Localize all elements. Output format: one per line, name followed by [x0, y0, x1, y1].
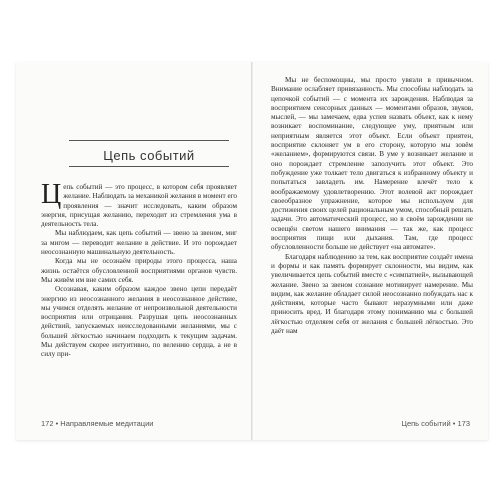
- right-page: [252, 62, 488, 440]
- left-page: [16, 62, 252, 440]
- right-page-footer: Цепь событий • 173: [401, 419, 470, 428]
- left-text-column: [41, 179, 237, 360]
- paragraph: Когда мы не осознаём природы этого процесса, наша жизнь остаётся обусловленной восприятиями органов чувств. Мы живём им вне самих себя.: [41, 257, 237, 284]
- title-rule-top: [69, 140, 229, 141]
- paragraph: Благодаря наблюдению за тем, как восприятие создаёт имена и формы и как память формирует склонности, мы видим, как увеличивается цепь событий вместе с «симпатией», вызывающей желание. Звено за звеном сознание мотивирует намерение. Мы видим, как желание обладает силой неосознанно побуждать нас к действиям, которые часто бывают неразумными или даже приносить вред. И благодаря этому пониманию мы с большей лёгкостью отделяем себя от желания с большей лёгкостью. Это даёт нам: [271, 252, 473, 336]
- drop-cap: Ц: [41, 179, 62, 210]
- paragraph: Осознавая, каким образом каждое звено цепи передаёт энергию из неосознанного желания в неосознанное действие, мы учимся отделять желание от непроизвольной деятельности восприятия или отрицания. Разрушая цепь неосознанных действий, запускаемых неисследованными желаниями, мы с большей лёгкостью начинаем подходить к текущим задачам. Мы действуем скорее интуитивно, по велению сердца, а не в силу при-: [41, 285, 237, 359]
- paragraph: Мы наблюдаем, как цепь событий — звено за звеном, миг за мигом — переводит желание в действие. И это порождает неосознанную машинальную деятельность.: [41, 229, 237, 257]
- right-text-column: [271, 76, 473, 336]
- paragraph: Мы не беспомощны, мы просто увязли в привычном. Внимание ослабляет привязанность. Мы способны наблюдать за цепочкой событий — с момента их зарождения. Наблюдая за восприятием сенсорных данных — моментами образов, звуков, мыслей, — мы замечаем, едва успев назвать объект, как к нему возникает воспоминание, следующее уму, приятным или неприятным является этот объект. Если объект приятен, восприятие склоняет ум в его сторону, которую мы зовём «желанием», формируются связи. В уме у возникает желание и оно порождает стремление заполучить этот объект. Это побуждение уже толкает тело двигаться к избранному объекту и попытаться завладеть им. Намерение влечёт тело к воображаемому удовлетворению. Этот волевой акт порождает своеобразное упражнение, которое мы используем для достижения своих целей рациональным умом, способный решать задачи. Это автоматический процесс, но в своём зарождении не освещён светом нашего внимания — так же, как процесс восприятия пищи или дыхания. Там, где процесс обусловленности больше не действует «на автомате».: [271, 76, 473, 252]
- left-page-footer: 172 • Направляемые медитации: [41, 419, 154, 428]
- paragraph: [41, 179, 237, 229]
- title-rule-bottom: [69, 166, 229, 167]
- paragraph-text: епь событий — это процесс, в котором себя проявляет желание. Наблюдать за механикой желания в момент его проявления — значит исследовать, каким образом энергия, присущая желанию, переходит из стремления ума в деятельность тела.: [41, 183, 237, 229]
- book-spread: [16, 62, 488, 440]
- chapter-title: Цепь событий: [103, 148, 195, 163]
